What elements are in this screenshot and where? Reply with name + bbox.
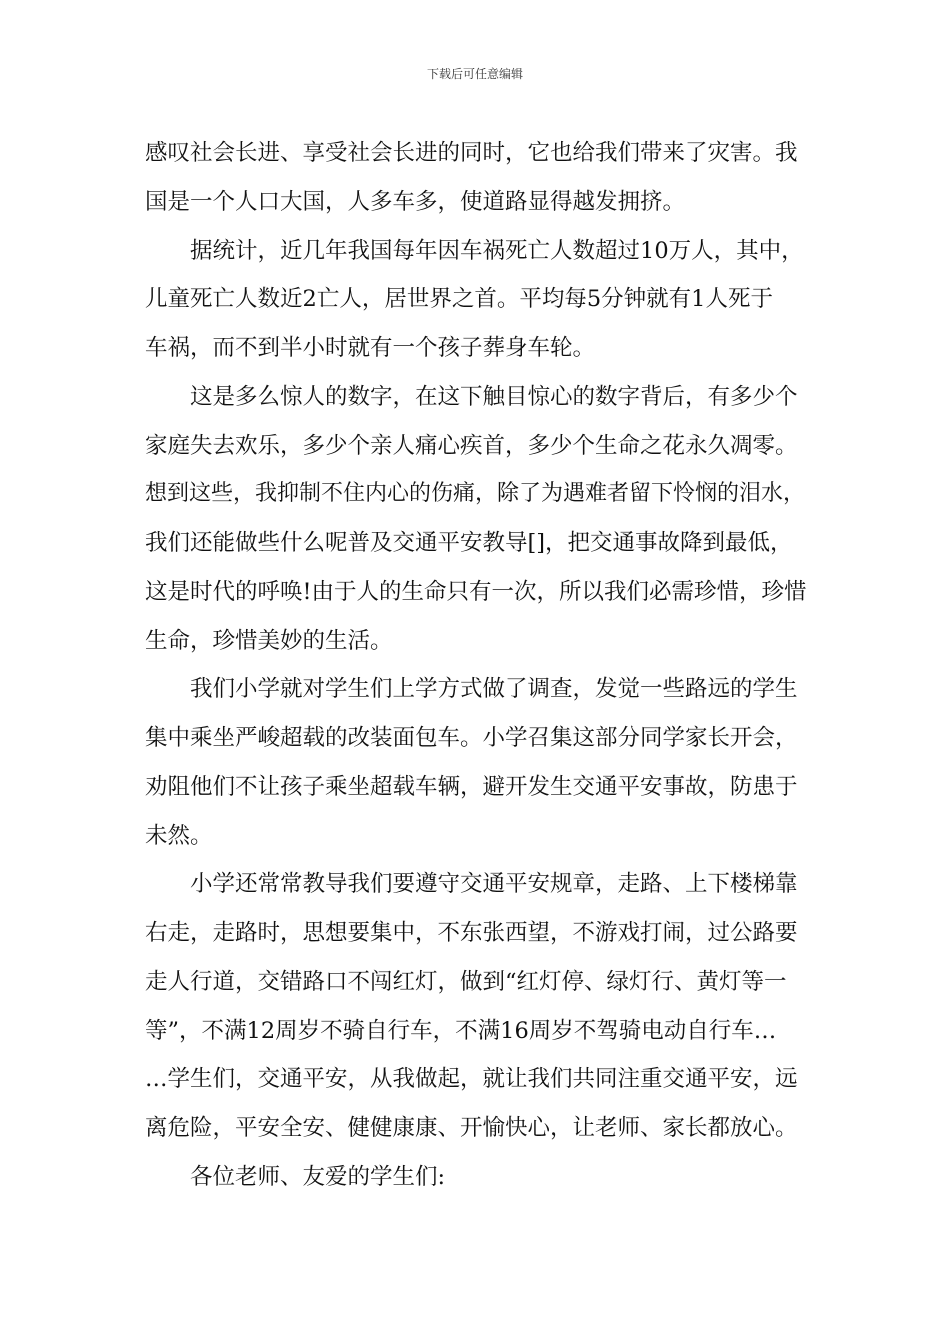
text-line: 家庭失去欢乐，多少个亲人痛心疾首，多少个生命之花永久凋零。: [145, 432, 798, 459]
text-line: 劝阻他们不让孩子乘坐超载车辆，避开发生交通平安事故，防患于: [145, 773, 798, 800]
text-line: 等”，不满12周岁不骑自行车，不满16周岁不驾骑电动自行车…: [145, 1017, 777, 1044]
text-line: …学生们，交通平安，从我做起，就让我们共同注重交通平安，远: [145, 1066, 798, 1093]
page-header: 下载后可任意编辑: [426, 67, 523, 81]
text-line: 集中乘坐严峻超载的改装面包车。小学召集这部分同学家长开会，: [145, 725, 798, 751]
paragraph-first-line: 小学还常常教导我们要遵守交通平安规章，走路、上下楼梯靠: [190, 871, 798, 898]
text-line: 想到这些，我抑制不住内心的伤痛，除了为遇难者留下怜悯的泪水，: [145, 481, 806, 507]
paragraph-first-line: 我们小学就对学生们上学方式做了调查，发觉一些路远的学生: [190, 676, 798, 703]
text-line: 这是时代的呼唤!由于人的生命只有一次，所以我们必需珍惜，珍惜: [145, 578, 807, 605]
text-line: 儿童死亡人数近2亡人，居世界之首。平均每5分钟就有1人死于: [145, 286, 773, 313]
text-line: 我们还能做些什么呢普及交通平安教导[]，把交通事故降到最低，: [145, 530, 793, 556]
text-line: 走人行道，交错路口不闯红灯，做到“红灯停、绿灯行、黄灯等一: [145, 968, 787, 995]
text-line: 生命，珍惜美妙的生活。: [145, 627, 393, 654]
document-body: [145, 129, 811, 1202]
paragraph-first-line: 据统计，近几年我国每年因车祸死亡人数超过10万人，其中，: [190, 237, 804, 264]
text-line: 未然。: [145, 822, 213, 849]
paragraph-first-line: 这是多么惊人的数字，在这下触目惊心的数字背后，有多少个: [190, 383, 798, 410]
text-line: 感叹社会长进、享受社会长进的同时，它也给我们带来了灾害。我: [145, 140, 798, 166]
text-line: 国是一个人口大国，人多车多，使道路显得越发拥挤。: [145, 188, 686, 215]
text-line: 离危险，平安全安、健健康康、开愉快心，让老师、家长都放心。: [145, 1115, 798, 1141]
paragraph-first-line: 各位老师、友爱的学生们:: [190, 1163, 446, 1190]
text-line: 右走，走路时，思想要集中，不东张西望，不游戏打闹，过公路要: [145, 920, 798, 946]
text-line: 车祸，而不到半小时就有一个孩子葬身车轮。: [145, 335, 596, 361]
